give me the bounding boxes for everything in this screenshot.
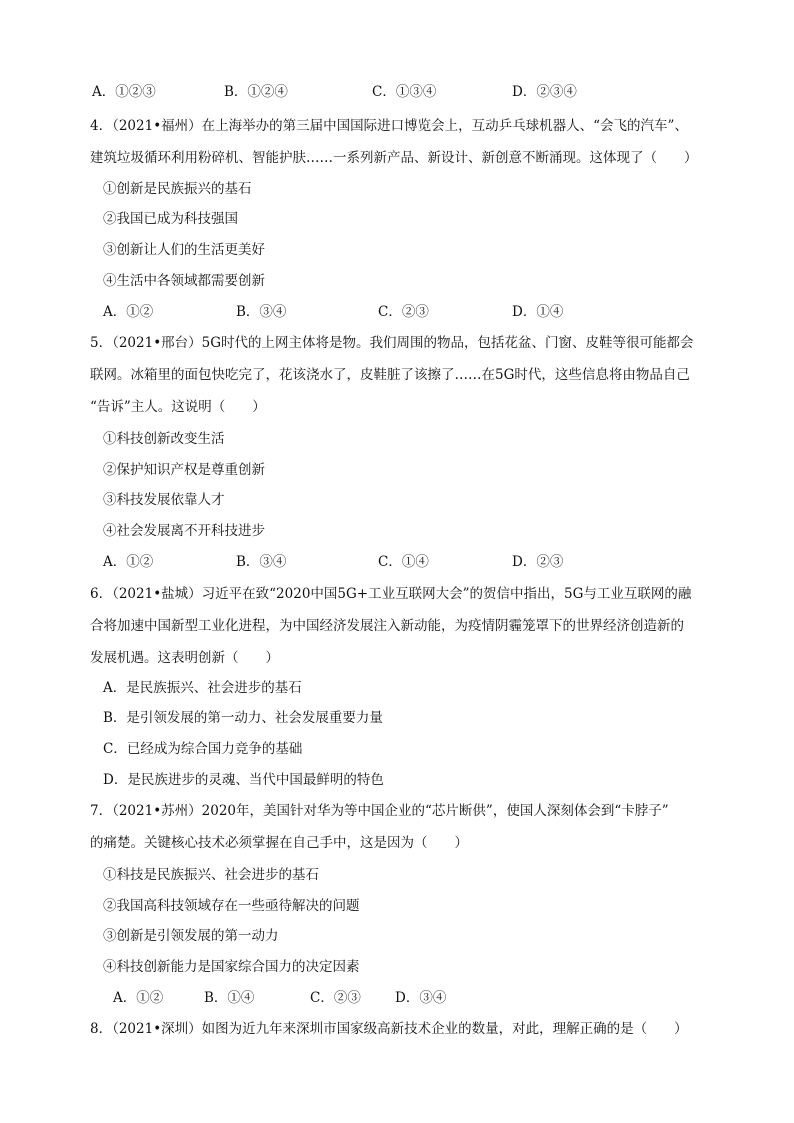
q3-option-d[interactable]: D．②③④ (512, 84, 577, 100)
q5-option-d[interactable]: D．②③ (512, 554, 564, 570)
q6-stem-line3: 发展机遇。这表明创新（ ） (90, 650, 279, 666)
q6-option-a[interactable]: A．是民族振兴、社会进步的基石 (103, 680, 302, 696)
q7-option-b[interactable]: B．①④ (204, 990, 255, 1006)
q3-option-a[interactable]: A．①②③ (92, 84, 156, 100)
q6-stem-line1: 6．（2021•盐城）习近平在致“2020中国5G+工业互联网大会”的贺信中指出，5G与工业互联网的融 (90, 586, 692, 602)
q7-item-3: ③创新是引领发展的第一动力 (103, 928, 279, 944)
q5-stem-line1: 5．（2021•邢台）5G时代的上网主体将是物。我们周围的物品，包括花盆、门窗、皮鞋等很可能都会 (90, 335, 694, 351)
q6-stem-line2: 合将加速中国新型工业化进程，为中国经济发展注入新动能，为疫情阴霾笼罩下的世界经济创造新的 (90, 618, 684, 634)
q4-item-4: ④生活中各领域都需要创新 (103, 273, 265, 289)
q5-option-a[interactable]: A．①② (103, 554, 154, 570)
q3-option-c[interactable]: C．①③④ (372, 84, 437, 100)
q5-item-1: ①科技创新改变生活 (103, 431, 225, 447)
q4-item-1: ①创新是民族振兴的基石 (103, 181, 252, 197)
q6-option-c[interactable]: C．已经成为综合国力竞争的基础 (103, 741, 303, 757)
q5-stem-line2: 联网。冰箱里的面包快吃完了，花该浇水了，皮鞋脏了该擦了……在5G时代，这些信息将由物品自己 (90, 367, 690, 383)
q4-stem-line1: 4．（2021•福州）在上海举办的第三届中国国际进口博览会上，互动乒乓球机器人、“会飞的汽车”、 (90, 118, 688, 134)
q4-item-3: ③创新让人们的生活更美好 (103, 242, 265, 258)
q7-stem-line2: 的痛楚。关键核心技术必须掌握在自己手中，这是因为（ ） (90, 835, 468, 851)
q4-stem-line2: 建筑垃圾循环利用粉碎机、智能护肤……一系列新产品、新设计、新创意不断涌现。这体现了（ ） (90, 150, 698, 166)
q4-option-b[interactable]: B．③④ (236, 304, 287, 320)
q7-stem-line1: 7．（2021•苏州）2020年，美国针对华为等中国企业的“芯片断供”，使国人深刻体会到“卡脖子” (90, 803, 669, 819)
q4-options (103, 303, 703, 321)
q5-stem-line3: “告诉”主人。这说明（ ） (90, 399, 266, 415)
q4-option-c[interactable]: C．②③ (378, 304, 429, 320)
q7-item-4: ④科技创新能力是国家综合国力的决定因素 (103, 959, 360, 975)
q5-option-b[interactable]: B．③④ (236, 554, 287, 570)
q7-item-1: ①科技是民族振兴、社会进步的基石 (103, 867, 319, 883)
q3-option-b[interactable]: B．①②④ (224, 84, 288, 100)
q5-option-c[interactable]: C．①④ (378, 554, 429, 570)
q3-options (92, 83, 692, 101)
q4-item-2: ②我国已成为科技强国 (103, 211, 238, 227)
q6-option-b[interactable]: B．是引领发展的第一动力、社会发展重要力量 (103, 710, 383, 726)
q7-option-a[interactable]: A．①② (113, 990, 164, 1006)
q7-option-d[interactable]: D．③④ (395, 990, 447, 1006)
q7-option-c[interactable]: C．②③ (310, 990, 361, 1006)
q5-options (103, 553, 703, 571)
q4-option-d[interactable]: D．①④ (512, 304, 564, 320)
q7-item-2: ②我国高科技领域存在一些亟待解决的问题 (103, 898, 360, 914)
q5-item-3: ③科技发展依靠人才 (103, 492, 225, 508)
q6-option-d[interactable]: D．是民族进步的灵魂、当代中国最鲜明的特色 (103, 772, 384, 788)
q5-item-2: ②保护知识产权是尊重创新 (103, 462, 265, 478)
q7-options (113, 989, 713, 1007)
q5-item-4: ④社会发展离不开科技进步 (103, 523, 265, 539)
q4-option-a[interactable]: A．①② (103, 304, 154, 320)
q8-stem-line1: 8．（2021•深圳）如图为近九年来深圳市国家级高新技术企业的数量，对此，理解正确的是（ ） (90, 1021, 688, 1037)
